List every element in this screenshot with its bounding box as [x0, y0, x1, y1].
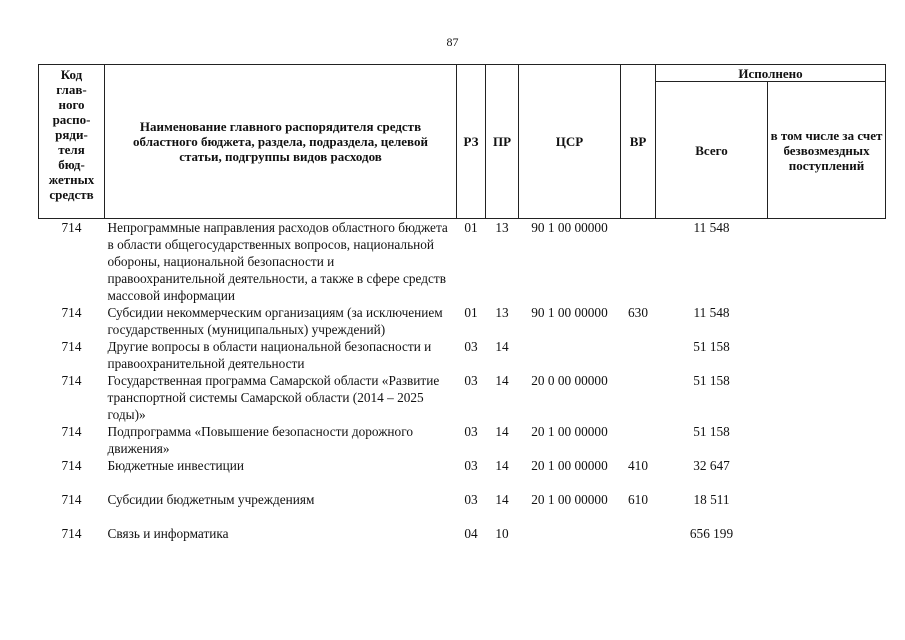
cell-csr: [519, 525, 621, 542]
cell-rz: 01: [464, 305, 478, 320]
table-row: [39, 338, 886, 372]
cell-rz: 03: [464, 339, 478, 354]
cell-csr: [519, 338, 621, 372]
cell-gratuitous: [768, 457, 886, 491]
cell-gratuitous: [768, 372, 886, 423]
cell-pr: 13: [495, 305, 509, 320]
header-vr: ВР: [621, 65, 656, 219]
cell-gratuitous: [768, 525, 886, 542]
cell-total: 11 548: [693, 305, 730, 320]
expenditure-table: [38, 64, 886, 542]
cell-code: 714: [61, 220, 82, 235]
header-code-line: бюд-: [58, 157, 85, 172]
cell-total: 11 548: [693, 220, 730, 235]
table-row: [39, 372, 886, 423]
cell-name: Субсидии бюджетным учреждениям: [107, 492, 315, 507]
cell-csr: 20 1 00 00000: [531, 492, 608, 507]
cell-vr: 410: [628, 458, 648, 473]
header-code-line: распо-: [52, 112, 91, 127]
cell-rz: 03: [464, 373, 478, 388]
table-row: [39, 525, 886, 542]
header-pr: ПР: [486, 65, 519, 219]
cell-code: 714: [61, 339, 82, 354]
cell-name: Непрограммные направления расходов областного бюджета в области общегосударственных вопросов, национальной обороны, национальной безопасности и правоохранительной деятельности, а также в сфере средств массовой информации: [107, 220, 448, 303]
cell-vr: [621, 423, 656, 457]
cell-rz: 04: [464, 526, 478, 541]
header-total: Всего: [656, 82, 768, 219]
cell-rz: 03: [464, 458, 478, 473]
cell-gratuitous: [768, 338, 886, 372]
cell-vr: 610: [628, 492, 648, 507]
cell-csr: 90 1 00 00000: [531, 305, 608, 320]
header-code-line: Код: [60, 67, 83, 82]
cell-total: 18 511: [693, 492, 730, 507]
table-row: [39, 491, 886, 525]
cell-vr: [621, 219, 656, 305]
table-row: [39, 423, 886, 457]
page-number: 87: [446, 35, 459, 49]
header-code-line: глав-: [56, 82, 87, 97]
header-code-line: средств: [49, 187, 94, 202]
header-code-line: жетных: [48, 172, 95, 187]
header-rz: РЗ: [457, 65, 486, 219]
header-gratuitous: в том числе за счет безвозмездных поступлений: [768, 82, 886, 219]
cell-vr: 630: [628, 305, 648, 320]
cell-name: Связь и информатика: [107, 526, 229, 541]
cell-gratuitous: [768, 491, 886, 525]
cell-csr: 20 1 00 00000: [531, 424, 608, 439]
header-name: Наименование главного распорядителя средств областного бюджета, раздела, подраздела, целевой статьи, подгруппы видов расходов: [105, 65, 457, 219]
cell-vr: [621, 372, 656, 423]
cell-code: 714: [61, 526, 82, 541]
cell-pr: 13: [495, 220, 509, 235]
cell-pr: 10: [495, 526, 509, 541]
cell-rz: 01: [464, 220, 478, 235]
cell-code: 714: [61, 305, 82, 320]
header-code: [39, 65, 105, 219]
cell-rz: 03: [464, 424, 478, 439]
header-csr: ЦСР: [519, 65, 621, 219]
cell-pr: 14: [495, 339, 509, 354]
cell-pr: 14: [495, 373, 509, 388]
cell-vr: [621, 525, 656, 542]
cell-gratuitous: [768, 423, 886, 457]
cell-code: 714: [61, 458, 82, 473]
cell-name: Субсидии некоммерческим организациям (за исключением государственных (муниципальных) учреждений): [107, 305, 443, 337]
cell-name: Государственная программа Самарской области «Развитие транспортной системы Самарской области (2014 – 2025 годы)»: [107, 373, 440, 422]
cell-pr: 14: [495, 458, 509, 473]
table-row: [39, 219, 886, 305]
cell-total: 51 158: [693, 373, 730, 388]
cell-gratuitous: [768, 219, 886, 305]
cell-code: 714: [61, 424, 82, 439]
table-row: [39, 304, 886, 338]
cell-total: 32 647: [693, 458, 730, 473]
header-code-line: теля: [58, 142, 85, 157]
header-executed: Исполнено: [656, 65, 886, 82]
table-row: [39, 457, 886, 491]
cell-pr: 14: [495, 424, 509, 439]
cell-name: Подпрограмма «Повышение безопасности дорожного движения»: [107, 424, 413, 456]
cell-name: Бюджетные инвестиции: [107, 458, 245, 473]
cell-code: 714: [61, 492, 82, 507]
cell-code: 714: [61, 373, 82, 388]
cell-csr: 20 0 00 00000: [531, 373, 608, 388]
cell-csr: 90 1 00 00000: [531, 220, 608, 235]
cell-gratuitous: [768, 304, 886, 338]
cell-total: 51 158: [693, 424, 730, 439]
header-code-line: ного: [58, 97, 85, 112]
header-code-line: ряди-: [55, 127, 88, 142]
cell-total: 51 158: [693, 339, 730, 354]
cell-rz: 03: [464, 492, 478, 507]
cell-name: Другие вопросы в области национальной безопасности и правоохранительной деятельности: [107, 339, 432, 371]
cell-csr: 20 1 00 00000: [531, 458, 608, 473]
cell-pr: 14: [495, 492, 509, 507]
cell-vr: [621, 338, 656, 372]
cell-total: 656 199: [689, 526, 734, 541]
